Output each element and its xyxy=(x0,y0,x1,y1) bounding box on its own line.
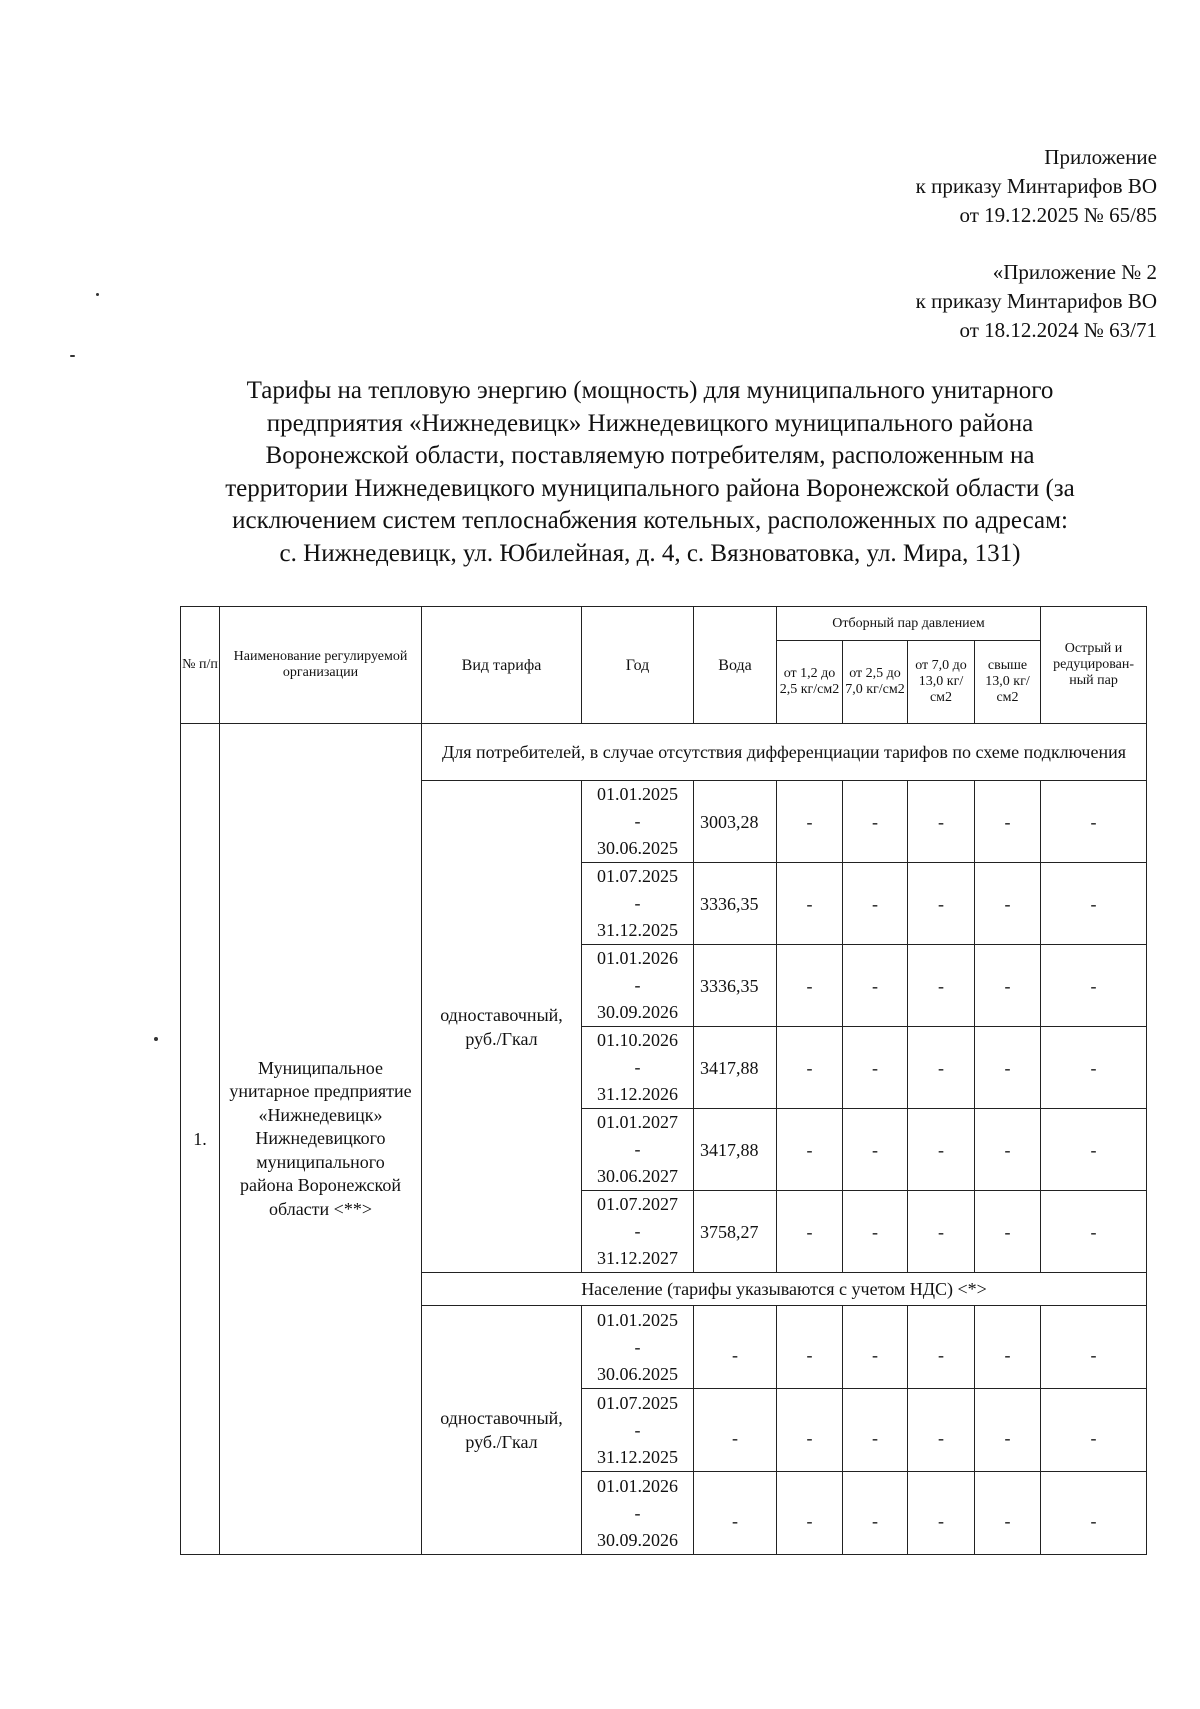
col-header-steam-3: от 7,0 до 13,0 кг/см2 xyxy=(908,641,975,724)
period-cell xyxy=(582,863,694,945)
period-separator: - xyxy=(634,1057,641,1077)
period-from: 01.01.2025 xyxy=(597,784,678,804)
period-separator: - xyxy=(634,1221,641,1241)
period-cell xyxy=(582,1191,694,1273)
water-value: 3758,27 xyxy=(694,1191,777,1273)
water-value: 3003,28 xyxy=(694,781,777,863)
period-separator: - xyxy=(634,893,641,913)
steam-3-value: - xyxy=(908,1306,975,1389)
period-separator: - xyxy=(634,1336,641,1357)
steam-1-value: - xyxy=(777,1027,843,1109)
col-header-water: Вода xyxy=(694,607,777,724)
steam-4-value: - xyxy=(975,863,1041,945)
steam-4-value: - xyxy=(975,1109,1041,1191)
section-title: Для потребителей, в случае отсутствия дифференциации тарифов по схеме подключения xyxy=(422,724,1147,781)
period-to: 30.06.2025 xyxy=(597,838,678,858)
period-to: 31.12.2026 xyxy=(597,1084,678,1104)
col-header-organization: Наименование регулируемой организации xyxy=(220,607,422,724)
period-from: 01.01.2025 xyxy=(597,1309,678,1330)
water-value: - xyxy=(694,1306,777,1389)
col-header-steam-1: от 1,2 до 2,5 кг/см2 xyxy=(777,641,843,724)
col-header-steam-group: Отборный пар давлением xyxy=(777,607,1041,641)
water-value: 3417,88 xyxy=(694,1027,777,1109)
water-value: 3336,35 xyxy=(694,863,777,945)
title-line: Тарифы на тепловую энергию (мощность) для муниципального унитарного xyxy=(246,377,1054,404)
col-header-number: № п/п xyxy=(181,607,220,724)
appendix-reference xyxy=(916,143,1157,230)
steam-1-value: - xyxy=(777,781,843,863)
header-row xyxy=(181,607,1147,641)
period-from: 01.07.2025 xyxy=(597,866,678,886)
period-cell xyxy=(582,781,694,863)
tariff-type: одноставочный, руб./Гкал xyxy=(422,781,582,1273)
steam-1-value: - xyxy=(777,1472,843,1555)
section-row xyxy=(181,724,1147,781)
steam-1-value: - xyxy=(777,863,843,945)
steam-1-value: - xyxy=(777,1306,843,1389)
steam-4-value: - xyxy=(975,945,1041,1027)
steam-3-value: - xyxy=(908,781,975,863)
steam-2-value: - xyxy=(843,945,908,1027)
title-line: исключением систем теплоснабжения котельных, расположенных по адресам: xyxy=(232,507,1068,534)
title-line: территории Нижнедевицкого муниципального района Воронежской области (за xyxy=(225,474,1075,502)
steam-1-value: - xyxy=(777,1191,843,1273)
period-cell xyxy=(582,1306,694,1389)
period-from: 01.10.2026 xyxy=(597,1030,678,1050)
title-line: с. Нижнедевицк, ул. Юбилейная, д. 4, с. Вязноватовка, ул. Мира, 131) xyxy=(279,539,1021,567)
col-header-year: Год xyxy=(582,607,694,724)
appendix-line: к приказу Минтарифов ВО xyxy=(915,174,1157,198)
section-title: Население (тарифы указываются с учетом НДС) <*> xyxy=(422,1273,1147,1306)
steam-3-value: - xyxy=(908,1472,975,1555)
period-from: 01.07.2025 xyxy=(597,1392,678,1413)
steam-2-value: - xyxy=(843,1306,908,1389)
steam-4-value: - xyxy=(975,1472,1041,1555)
sharp-steam-value: - xyxy=(1041,945,1147,1027)
period-from: 01.01.2026 xyxy=(597,948,678,968)
period-separator: - xyxy=(634,1502,641,1523)
period-cell xyxy=(582,1027,694,1109)
sharp-steam-value: - xyxy=(1041,1027,1147,1109)
title-line: предприятия «Нижнедевицк» Нижнедевицкого муниципального района xyxy=(266,409,1034,437)
period-separator: - xyxy=(634,1139,641,1159)
steam-1-value: - xyxy=(777,1389,843,1472)
sharp-steam-value: - xyxy=(1041,1191,1147,1273)
period-cell xyxy=(582,1472,694,1555)
sharp-steam-value: - xyxy=(1041,1472,1147,1555)
col-header-steam-4: свыше 13,0 кг/см2 xyxy=(975,641,1041,724)
steam-4-value: - xyxy=(975,1191,1041,1273)
appendix-line: к приказу Минтарифов ВО xyxy=(915,289,1157,313)
period-separator: - xyxy=(634,1419,641,1440)
sharp-steam-value: - xyxy=(1041,863,1147,945)
steam-1-value: - xyxy=(777,945,843,1027)
water-value: 3417,88 xyxy=(694,1109,777,1191)
period-to: 30.09.2026 xyxy=(597,1002,678,1022)
steam-4-value: - xyxy=(975,1027,1041,1109)
steam-3-value: - xyxy=(908,1109,975,1191)
period-to: 30.06.2027 xyxy=(597,1166,678,1186)
period-from: 01.07.2027 xyxy=(597,1194,678,1214)
water-value: 3336,35 xyxy=(694,945,777,1027)
document-title xyxy=(150,375,1150,570)
period-to: 30.06.2025 xyxy=(597,1363,678,1384)
steam-2-value: - xyxy=(843,1472,908,1555)
period-to: 31.12.2025 xyxy=(597,920,678,940)
steam-3-value: - xyxy=(908,1027,975,1109)
col-header-tariff-type: Вид тарифа xyxy=(422,607,582,724)
water-value: - xyxy=(694,1389,777,1472)
water-value: - xyxy=(694,1472,777,1555)
steam-4-value: - xyxy=(975,1389,1041,1472)
period-cell xyxy=(582,945,694,1027)
steam-2-value: - xyxy=(843,863,908,945)
appendix-line: Приложение xyxy=(1044,145,1157,169)
steam-2-value: - xyxy=(843,1191,908,1273)
steam-3-value: - xyxy=(908,1389,975,1472)
steam-2-value: - xyxy=(843,1109,908,1191)
sharp-steam-value: - xyxy=(1041,1306,1147,1389)
period-to: 31.12.2025 xyxy=(597,1446,678,1467)
sharp-steam-value: - xyxy=(1041,781,1147,863)
organization-name: Муниципальное унитарное предприятие «Нижнедевицк» Нижнедевицкого муниципального района Воронежской области <**> xyxy=(220,724,422,1555)
steam-2-value: - xyxy=(843,1389,908,1472)
appendix-line: «Приложение № 2 xyxy=(992,260,1157,284)
steam-2-value: - xyxy=(843,1027,908,1109)
steam-3-value: - xyxy=(908,863,975,945)
row-number: 1. xyxy=(181,724,220,1555)
steam-1-value: - xyxy=(777,1109,843,1191)
period-cell xyxy=(582,1109,694,1191)
col-header-sharp-steam: Острый и редуцирован-ный пар xyxy=(1041,607,1147,724)
title-line: Воронежской области, поставляемую потребителям, расположенным на xyxy=(265,442,1035,469)
sharp-steam-value: - xyxy=(1041,1389,1147,1472)
steam-3-value: - xyxy=(908,1191,975,1273)
appendix-line: от 19.12.2025 № 65/85 xyxy=(959,203,1157,227)
appendix-line: от 18.12.2024 № 63/71 xyxy=(959,318,1157,342)
steam-3-value: - xyxy=(908,945,975,1027)
period-cell xyxy=(582,1389,694,1472)
tariffs-table xyxy=(180,606,1147,1555)
steam-4-value: - xyxy=(975,781,1041,863)
steam-2-value: - xyxy=(843,781,908,863)
steam-4-value: - xyxy=(975,1306,1041,1389)
col-header-steam-2: от 2,5 до 7,0 кг/см2 xyxy=(843,641,908,724)
period-separator: - xyxy=(634,975,641,995)
period-separator: - xyxy=(634,811,641,831)
sharp-steam-value: - xyxy=(1041,1109,1147,1191)
period-to: 30.09.2026 xyxy=(597,1529,678,1550)
original-appendix-reference xyxy=(916,258,1157,345)
period-to: 31.12.2027 xyxy=(597,1248,678,1268)
tariff-type: одноставочный, руб./Гкал xyxy=(422,1306,582,1555)
period-from: 01.01.2027 xyxy=(597,1112,678,1132)
period-from: 01.01.2026 xyxy=(597,1475,678,1496)
